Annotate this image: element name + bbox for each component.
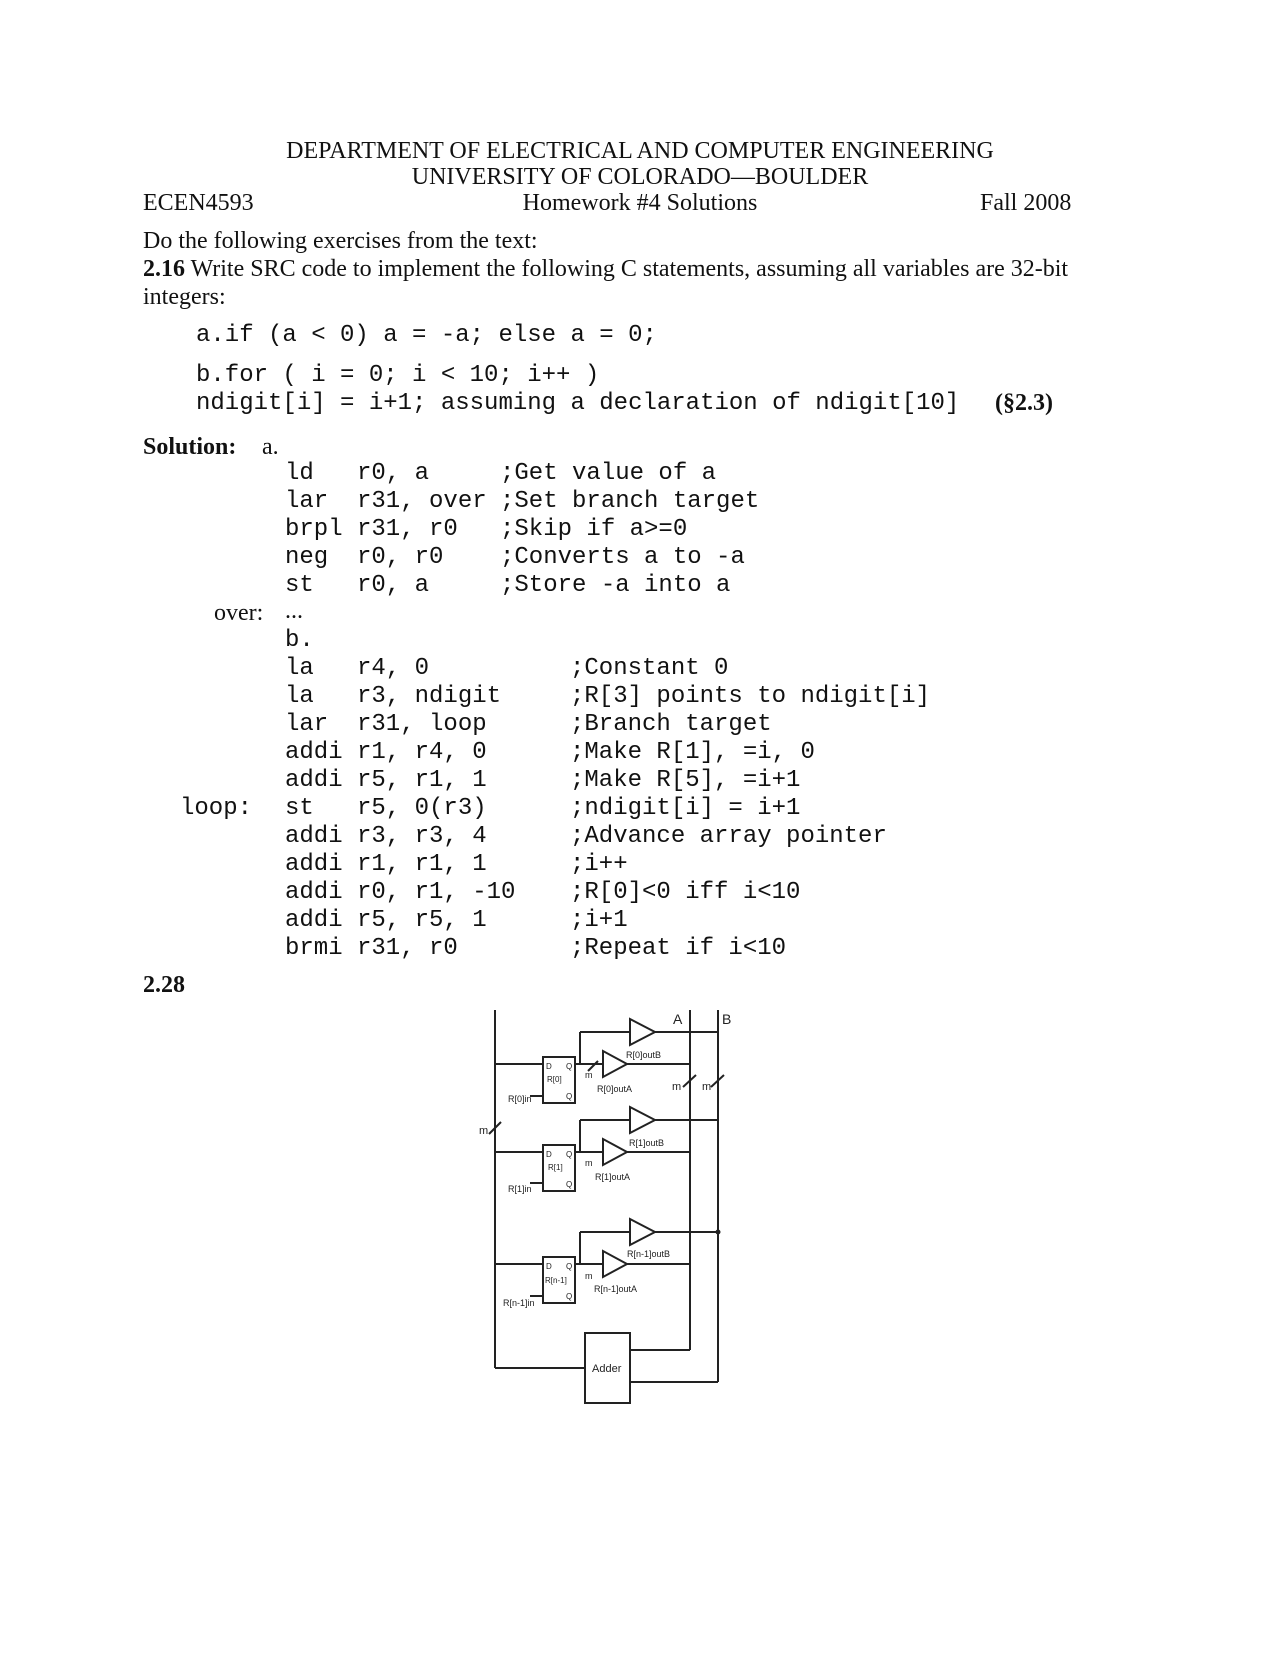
r1-outB-label: R[1]outB (629, 1138, 665, 1148)
department-title: DEPARTMENT OF ELECTRICAL AND COMPUTER ENGINEERING (286, 138, 994, 164)
r0-in-label: R[0]in (508, 1094, 532, 1104)
code-op: addi (285, 851, 343, 878)
problem-number: 2.16 (143, 256, 185, 282)
code-op: addi (285, 823, 343, 850)
code-op: la (285, 655, 314, 682)
code-args: r31, loop (357, 711, 487, 738)
tristate-r1-outA (603, 1139, 627, 1165)
rn1-q-label: Q (566, 1262, 573, 1271)
code-args: r0, r0 (357, 544, 444, 571)
code-comment: ;ndigit[i] = i+1 (570, 795, 801, 822)
code-comment: ;Repeat if i<10 (570, 935, 787, 962)
over-label: over: (214, 600, 264, 626)
code-op: addi (285, 907, 343, 934)
code-args: r1, r4, 0 (357, 739, 487, 766)
code-comment: ;Constant 0 (570, 655, 729, 682)
r1-m-label: m (585, 1158, 593, 1168)
code-comment: ;Store -a into a (500, 572, 731, 599)
solution-label: Solution: (143, 434, 237, 460)
solution-part-b-label: b. (285, 627, 314, 654)
rn1-m-label: m (585, 1271, 593, 1281)
r0-m-label: m (585, 1070, 593, 1080)
code-op: addi (285, 879, 343, 906)
r0-d-label: D (546, 1062, 552, 1071)
adder-label: Adder (592, 1363, 622, 1375)
r0-name-label: R[0] (547, 1075, 562, 1084)
code-comment: ;Advance array pointer (570, 823, 887, 850)
tristate-r0-outA (603, 1051, 627, 1077)
width-label-input: m (479, 1125, 489, 1137)
rn1-outA-label: R[n-1]outA (594, 1284, 638, 1294)
code-op: lar (285, 711, 329, 738)
document-title: Homework #4 Solutions (522, 190, 758, 216)
code-args: r31, r0 (357, 935, 458, 962)
solution-part-a-label: a. (262, 434, 279, 460)
code-comment: ;Skip if a>=0 (500, 516, 688, 543)
code-op: addi (285, 767, 343, 794)
code-args: r4, 0 (357, 655, 430, 682)
over-ellipsis: ... (285, 598, 303, 624)
code-label: loop: (180, 795, 253, 822)
rn1-d-label: D (546, 1262, 552, 1271)
r0-q-label: Q (566, 1062, 573, 1071)
code-comment: ;R[3] points to ndigit[i] (570, 683, 931, 710)
bus-b-junction (716, 1230, 721, 1235)
code-comment: ;i++ (570, 851, 628, 878)
r1-outA-label: R[1]outA (595, 1172, 631, 1182)
r0-outB-label: R[0]outB (626, 1050, 662, 1060)
code-op: brmi (285, 935, 343, 962)
course-code: ECEN4593 (143, 190, 254, 216)
code-op: st (285, 572, 314, 599)
code-args: r1, r1, 1 (357, 851, 487, 878)
code-op: neg (285, 544, 329, 571)
code-op: ld (285, 460, 314, 487)
r1-qbar-label: Q (566, 1180, 573, 1189)
code-args: r5, r1, 1 (357, 767, 487, 794)
code-comment: ;Get value of a (500, 460, 717, 487)
code-comment: ;R[0]<0 iff i<10 (570, 879, 801, 906)
intro-text: Do the following exercises from the text: (143, 228, 538, 254)
section-reference: (§2.3) (995, 390, 1053, 416)
width-label-a: m (672, 1081, 682, 1093)
rn1-in-label: R[n-1]in (503, 1298, 535, 1308)
part-b-statement-line2: ndigit[i] = i+1; assuming a declaration of ndigit[10] (196, 390, 960, 417)
code-op: st (285, 795, 314, 822)
code-args: r3, r3, 4 (357, 823, 487, 850)
code-args: r5, 0(r3) (357, 795, 487, 822)
r1-d-label: D (546, 1150, 552, 1159)
code-args: r5, r5, 1 (357, 907, 487, 934)
r1-name-label: R[1] (548, 1163, 563, 1172)
bus-a-label: A (673, 1011, 683, 1027)
problem-text: Write SRC code to implement the following C statements, assuming all variables are 32-bit (185, 256, 1069, 282)
code-comment: ;Branch target (570, 711, 772, 738)
tristate-rn1-outA (603, 1251, 627, 1277)
code-args: r3, ndigit (357, 683, 502, 710)
r0-qbar-label: Q (566, 1092, 573, 1101)
part-b-statement-line1: b.for ( i = 0; i < 10; i++ ) (196, 362, 600, 389)
rn1-qbar-label: Q (566, 1292, 573, 1301)
tristate-r1-outB (630, 1107, 655, 1133)
width-label-b: m (702, 1081, 712, 1093)
code-args: r0, a (357, 460, 430, 487)
code-op: brpl (285, 516, 343, 543)
code-op: addi (285, 739, 343, 766)
term: Fall 2008 (980, 190, 1072, 216)
code-args: r0, a (357, 572, 430, 599)
code-args: r0, r1, -10 (357, 879, 516, 906)
code-comment: ;Set branch target (500, 488, 760, 515)
part-a-statement: a.if (a < 0) a = -a; else a = 0; (196, 322, 657, 349)
university-title: UNIVERSITY OF COLORADO—BOULDER (411, 164, 869, 190)
rn1-name-label: R[n-1] (545, 1276, 567, 1285)
tristate-rn1-outB (630, 1219, 655, 1245)
code-args: r31, over (357, 488, 487, 515)
r0-outA-label: R[0]outA (597, 1084, 633, 1094)
code-comment: ;Make R[5], =i+1 (570, 767, 801, 794)
code-comment: ;i+1 (570, 907, 628, 934)
problem-text-continued: integers: (143, 284, 226, 310)
bus-b-label: B (722, 1011, 732, 1027)
code-op: lar (285, 488, 329, 515)
tristate-r0-outB (630, 1019, 655, 1045)
problem-228-number: 2.28 (143, 972, 185, 998)
r1-q-label: Q (566, 1150, 573, 1159)
code-op: la (285, 683, 314, 710)
code-comment: ;Converts a to -a (500, 544, 745, 571)
rn1-outB-label: R[n-1]outB (627, 1249, 671, 1259)
r1-in-label: R[1]in (508, 1184, 532, 1194)
code-comment: ;Make R[1], =i, 0 (570, 739, 815, 766)
code-args: r31, r0 (357, 516, 458, 543)
